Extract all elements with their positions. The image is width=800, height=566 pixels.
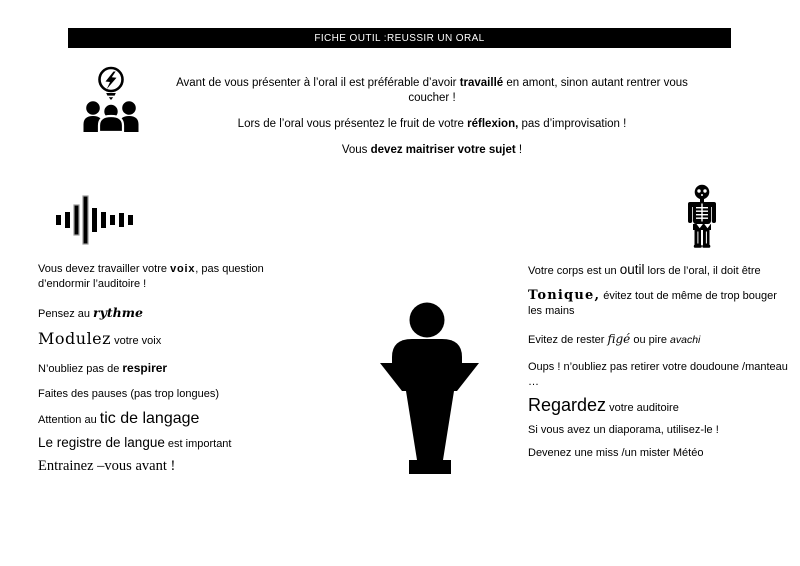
- speaker-podium-icon: [378, 296, 482, 484]
- body-tips-column: [528, 262, 788, 471]
- body-tip-fige-avachi: [528, 332, 788, 348]
- voice-tip-tic-text: Attention au: [38, 414, 100, 426]
- intro-line-1: [158, 76, 706, 106]
- voice-tip-respirer-text: N’oubliez pas de: [38, 363, 123, 375]
- team-idea-lightbulb-icon: [82, 64, 140, 132]
- body-tip-tonique: [528, 288, 788, 319]
- intro-line-3: [158, 143, 706, 158]
- intro-line-2: [158, 117, 706, 132]
- voice-tip-modulez-text: votre voix: [111, 335, 162, 347]
- intro-line-1-text-2: en amont, sinon autant rentrer vous coucher !: [408, 77, 688, 104]
- intro-block: [158, 76, 706, 169]
- voice-tip-pauses: Faites des pauses (pas trop longues): [38, 388, 219, 400]
- voice-tip-registre-text: est important: [164, 438, 232, 450]
- body-tip-regardez-accent: Regardez: [528, 395, 607, 415]
- intro-line-2-text-2: pas d’improvisation !: [518, 118, 627, 130]
- sound-wave-icon: [56, 190, 136, 250]
- voice-tip-registre-accent: Le registre de langue: [38, 435, 165, 450]
- voice-tip-voix-text-2: , pas question d’endormir l’auditoire !: [38, 263, 264, 290]
- body-tip-outil-text-2: lors de l’oral, il doit être: [644, 265, 761, 277]
- body-tip-outil-text: Votre corps est un: [528, 265, 620, 277]
- voice-tip-modulez: [38, 331, 310, 349]
- voice-tip-rythme-accent: rythme: [93, 305, 143, 320]
- voice-tip-rythme-text: Pensez au: [38, 308, 94, 320]
- body-tip-fige-text-2: ou pire: [630, 334, 671, 346]
- intro-line-1-text: Avant de vous présenter à l’oral il est préférable d’avoir: [176, 77, 460, 89]
- voice-tip-rythme: [38, 305, 310, 322]
- body-tip-fige-text: Evitez de rester: [528, 334, 608, 346]
- voice-tip-tic-langage: [38, 411, 310, 428]
- body-tip-regardez: [528, 395, 788, 416]
- intro-line-2-text: Lors de l’oral vous présentez le fruit de votre: [237, 118, 468, 130]
- voice-tip-voix-accent: voix: [170, 263, 196, 275]
- skeleton-icon: [680, 184, 724, 248]
- voice-tips-column: [38, 262, 310, 484]
- intro-line-2-bold: réflexion,: [467, 118, 519, 130]
- voice-tip-entrainez: Entrainez –vous avant !: [38, 458, 176, 474]
- body-tip-doudoune: Oups ! n’oubliez pas retirer votre doudoune /manteau …: [528, 361, 788, 388]
- body-tip-regardez-text: votre auditoire: [606, 402, 679, 414]
- body-tip-outil-accent: outil: [619, 262, 645, 277]
- voice-tip-registre: [38, 435, 310, 452]
- intro-line-3-bold: devez maitriser votre sujet: [370, 144, 516, 156]
- body-tip-avachi-accent: avachi: [670, 334, 701, 346]
- body-tip-meteo: Devenez une miss /un mister Météo: [528, 447, 704, 459]
- voice-tip-respirer: [38, 361, 310, 377]
- voice-tip-voix-text: Vous devez travailler votre: [38, 263, 171, 275]
- body-tip-diaporama: Si vous avez un diaporama, utilisez-le !: [528, 424, 719, 436]
- intro-line-3-text: Vous: [341, 144, 371, 156]
- body-tip-outil: [528, 262, 788, 279]
- intro-line-3-text-2: !: [515, 144, 523, 156]
- page-title-text: FICHE OUTIL :REUSSIR UN ORAL: [314, 32, 485, 44]
- voice-tip-tic-accent: tic de langage: [99, 410, 200, 427]
- body-tip-tonique-text: évitez tout de même de trop bouger les mains: [528, 290, 777, 317]
- voice-tip-voix: [38, 262, 310, 292]
- page-title: [68, 28, 731, 48]
- voice-tip-respirer-accent: respirer: [122, 361, 168, 375]
- intro-line-1-bold: travaillé: [459, 77, 504, 89]
- body-tip-tonique-accent: Tonique,: [528, 288, 601, 303]
- voice-tip-modulez-accent: Modulez: [38, 329, 112, 348]
- body-tip-fige-accent: figé: [607, 332, 631, 346]
